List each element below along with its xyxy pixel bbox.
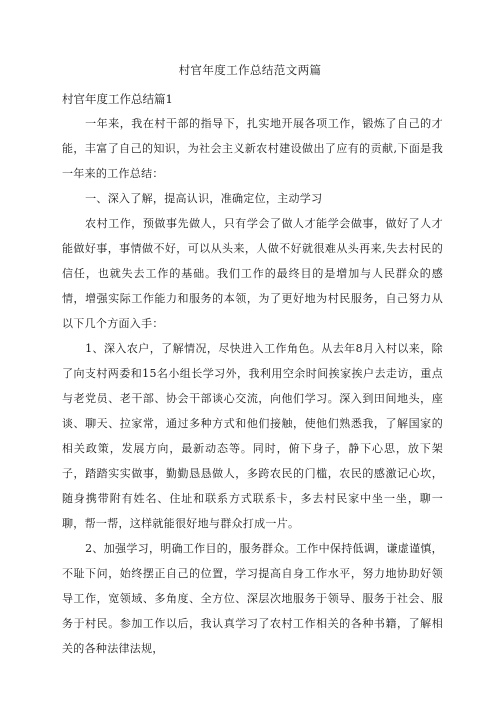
paragraph: 一年来，我在村干部的指导下，扎实地开展各项工作，锻炼了自己的才能，丰富了自己的知识，为社会主义新农村建设做出了应有的贡献,下面是我一年来的工作总结： (62, 117, 443, 180)
document-body (62, 111, 443, 661)
section-title: 村官年度工作总结篇1 (62, 92, 173, 106)
paragraph: 2、加强学习，明确工作目的，服务群众。工作中保持低调，谦虚谨慎，不耻下问，始终摆正自己的位置，学习提高自身工作水平，努力地协助好领导工作，宽领域、多角度、全方位、深层次地服务于领导、服务于社会、服务于村民。参加工作以后，我认真学习了农村工作相关的各种书籍，了解相关的各种法律法规， (62, 542, 443, 655)
paragraph: 农村工作，预做事先做人，只有学会了做人才能学会做事，做好了人才能做好事，事情做不好，可以从头来，人做不好就很难从头再来,失去村民的信任，也就失去工作的基础。我们工作的最终目的是增加与人民群众的感情，增强实际工作能力和服务的本领，为了更好地为村民服务，自己努力从以下几个方面入手： (62, 217, 443, 330)
document-title: 村官年度工作总结范文两篇 (178, 63, 322, 77)
paragraph-heading: 一、深入了解，提高认识，准确定位，主动学习 (85, 192, 323, 205)
paragraph: 1、深入农户，了解情况，尽快进入工作角色。从去年8月入村以来，除了向支村两委和15名小组长学习外，我利用空余时间挨家挨户去走访，重点与老党员、老干部、协会干部谈心交流，向他们学习。深入到田间地头，座谈、聊天、拉家常，通过多种方式和他们接触，使他们熟悉我，了解国家的相关政策，发展方向，最新动态等。同时，俯下身子，静下心思，放下架子，踏踏实实做事，勤勤恳恳做人，多跨农民的门槛，农民的感激记心坎，随身携带附有姓名、住址和联系方式联系卡，多去村民家中坐一坐，聊一聊，帮一帮，这样就能很好地与群众打成一片。 (62, 342, 443, 530)
